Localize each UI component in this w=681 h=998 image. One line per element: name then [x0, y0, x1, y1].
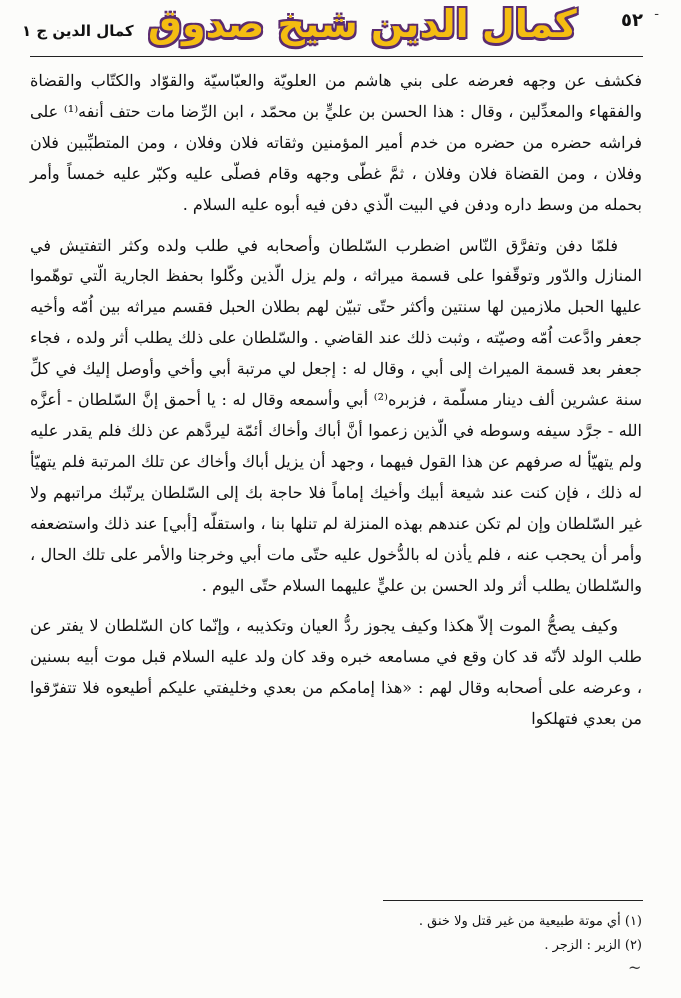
corner-dash: - [654, 6, 659, 22]
book-title: كمال الدين ج ١ [22, 22, 134, 40]
paragraph-2: فلمّا دفن وتفرَّق النّاس اضطرب السّلطان وأصحابه في طلب ولده وكثر التفتيش في المنازل والدّور وتوقّفوا على قسمة ميراثه ، ولم يزل الّذين وكّلوا بحفظ الجارية الّتي توهّموا عليها الحبل ملازمين لها سنتين وأكثر حتّى تبيّن لهم بطلان الحبل فقسم ميراثه بين اُمّه وأخيه جعفر وادَّعت اُمّه وصيّته ، وثبت ذلك عند القاضي . والسّلطان على ذلك يطلب أثر ولده ، فجاء جعفر بعد قسمة الميراث إلى أبي ، وقال له : إجعل لي مرتبة أبي وأخي وأوصل إليك في كلِّ سنة عشرين ألف دينار مسلّمة ، فزبره⁽²⁾ أبي وأسمعه وقال له : يا أحمق إنَّ السّلطان - أعزَّه الله - جرَّد سيفه وسوطه في الّذين زعموا أنَّ أباك وأخاك أئمّة ليردَّهم عن ذلك فلم يقدر عليه ولم يتهيّأ له صرفهم عن هذا القول فيهما ، وجهد أن يزيل أباك وأخاك عن تلك المرتبة فلم يتهيّأ له ذلك ، فإن كنت عند شيعة أبيك وأخيك إماماً فلا حاجة بك إلى السّلطان يرتّبك مراتبهم ولا غير السّلطان وإن لم تكن عندهم بهذه المنزلة لم تنلها بنا ، واستقلّه [أبي] عند ذلك واستضعفه وأمر أن يحجب عنه ، فلم يأذن له بالدُّخول عليه حتّى مات أبي وخرجنا والأمر على تلك الحال ، والسّلطان يطلب أثر ولد الحسن بن عليٍّ عليهما السلام حتّى اليوم . [30, 235, 643, 595]
paragraph-3: وكيف يصحُّ الموت إلاّ هكذا وكيف يجوز ردُّ العيان وتكذيبه ، وإنّما كان السّلطان لا يفتر عن طلب الولد لأنّه قد كان وقع في مسامعه خبره وقد كان ولد عليه السلام قبل موت أبيه بسنين ، وعرضه على أصحابه وقال لهم : «هذا إمامكم من بعدي وخليفتي عليكم أطيعوه فلا تتفرّقوا من بعدي فتهلكوا [30, 616, 642, 729]
main-text [30, 66, 642, 745]
page-header [0, 0, 681, 56]
watermark-title: كمال الدين شيخ صدوق [148, 2, 577, 46]
footnote-rule [383, 900, 643, 901]
footnotes [30, 910, 642, 958]
footnote-1: (١) أي موتة طبيعية من غير قتل ولا خنق . [418, 914, 642, 929]
corner-glyph: ~ [628, 958, 642, 977]
header-rule [30, 56, 643, 57]
page-number: ٥٢ [621, 10, 643, 31]
paragraph-1: فكشف عن وجهه فعرضه على بني هاشم من العلويّة والعبّاسيّة والقوّاد والكتّاب والقضاة والفقهاء والمعدِّلين ، وقال : هذا الحسن بن عليٍّ بن محمّد ، ابن الرِّضا مات حتف أنفه⁽¹⁾ على فراشه حضره من حضره من خدم أمير المؤمنين وثقاته فلان وفلان ، ومن المتطبِّبين فلان وفلان ، ومن القضاة فلان وفلان ، ثمَّ غطّى وجهه وقام فصلّى عليه وكبّر عليه خمساً وأمر بحمله من وسط داره ودفن في البيت الّذي دفن فيه أبوه عليه السلام . [30, 71, 643, 214]
footnote-2: (٢) الزبر : الزجر . [544, 938, 642, 953]
